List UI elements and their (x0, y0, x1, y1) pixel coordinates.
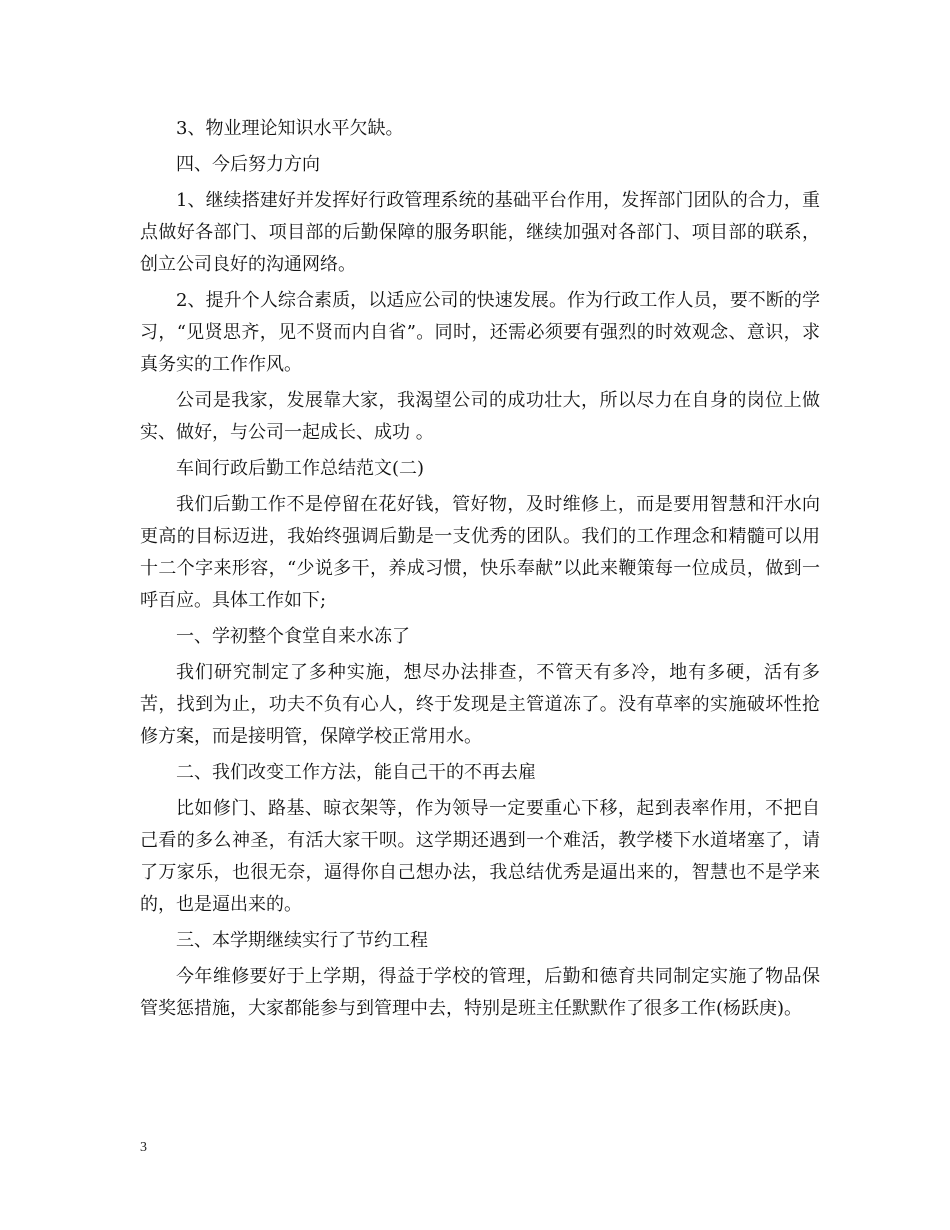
heading-future-direction: 四、今后努力方向 (176, 154, 320, 175)
paragraph-knowledge-deficit: 3、物业理论知识水平欠缺。 (176, 118, 404, 139)
heading-saving-project: 三、本学期继续实行了节约工程 (176, 930, 428, 951)
paragraph-logistics-team: 我们后勤工作不是停留在花好钱，管好物，及时维修上，而是要用智慧和汗水向更高的目标迈进，我始终强调后勤是一支优秀的团队。我们的工作理念和精髓可以用十二个字来形容，“少说多干，养成习惯，快乐奉献”以此来鞭策每一位成员，做到一呼百应。具体工作如下; (140, 494, 820, 611)
heading-water-frozen: 一、学初整个食堂自来水冻了 (176, 626, 410, 647)
heading-work-method: 二、我们改变工作方法，能自己干的不再去雇 (176, 762, 536, 783)
heading-sample-two: 车间行政后勤工作总结范文(二) (176, 458, 425, 479)
paragraph-maintenance: 今年维修要好于上学期，得益于学校的管理，后勤和德育共同制定实施了物品保管奖惩措施，大家都能参与到管理中去，特别是班主任默默作了很多工作(杨跃庚)。 (140, 966, 820, 1019)
paragraph-platform-role: 1、继续搭建好并发挥好行政管理系统的基础平台作用，发挥部门团队的合力，重点做好各部门、项目部的后勤保障的服务职能，继续加强对各部门、项目部的联系，创立公司良好的沟通网络。 (140, 190, 820, 275)
paragraph-personal-quality: 2、提升个人综合素质，以适应公司的快速发展。作为行政工作人员，要不断的学习，“见贤思齐，见不贤而内自省”。同时，还需必须要有强烈的时效观念、意识，求真务实的工作作风。 (140, 290, 820, 375)
paragraph-water-repair: 我们研究制定了多种实施，想尽办法排查，不管天有多冷，地有多硬，活有多苦，找到为止，功夫不负有心人，终于发现是主管道冻了。没有草率的实施破坏性抢修方案，而是接明管，保障学校正常用水。 (140, 662, 820, 747)
page-number: 3 (140, 1140, 147, 1155)
document-body (140, 113, 820, 1029)
paragraph-self-repair: 比如修门、路基、晾衣架等，作为领导一定要重心下移，起到表率作用，不把自己看的多么神圣，有活大家干呗。这学期还遇到一个难活，教学楼下水道堵塞了，请了万家乐，也很无奈，逼得你自己想办法，我总结优秀是逼出来的，智慧也不是学来的，也是逼出来的。 (140, 798, 820, 915)
paragraph-company-home: 公司是我家，发展靠大家，我渴望公司的成功壮大，所以尽力在自身的岗位上做实、做好，与公司一起成长、成功 。 (140, 390, 820, 443)
